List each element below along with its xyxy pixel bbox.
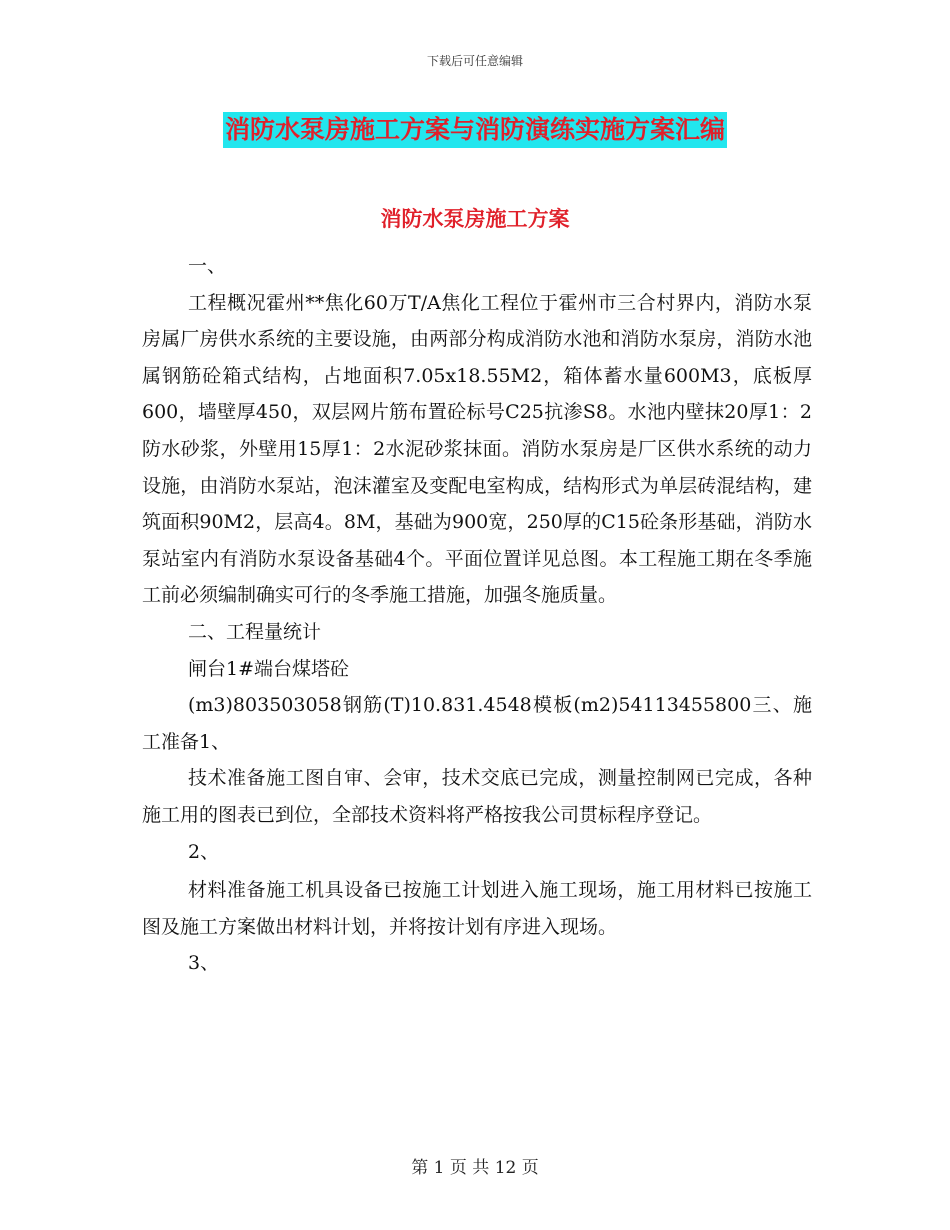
paragraph-technical-prep: 技术准备施工图自审、会审，技术交底已完成，测量控制网已完成，各种施工用的图表已到位，全部技术资料将严格按我公司贯标程序登记。	[142, 767, 812, 826]
page-footer: 第 1 页 共 12 页	[411, 1158, 539, 1178]
paragraph-heading-1: 一、	[188, 255, 227, 277]
paragraph-heading-2: 二、工程量统计	[188, 620, 322, 643]
paragraph-material-prep: 材料准备施工机具设备已按施工计划进入施工现场，施工用材料已按施工图及施工方案做出材料计划，并将按计划有序进入现场。	[142, 879, 812, 938]
body-text	[142, 248, 812, 982]
header-note: 下载后可任意编辑	[426, 54, 523, 68]
paragraph-quantities-label: 闸台1#端台煤塔砼	[188, 657, 350, 680]
paragraph-quantities: (m3)803503058钢筋(T)10.831.4548模板(m2)54113455800三、施工准备1、	[142, 694, 812, 753]
document-title: 消防水泵房施工方案与消防演练实施方案汇编	[223, 112, 727, 148]
paragraph-item-2: 2、	[188, 840, 220, 863]
paragraph-project-overview: 工程概况霍州**焦化60万T/A焦化工程位于霍州市三合村界内，消防水泵房属厂房供水系统的主要设施，由两部分构成消防水池和消防水泵房，消防水池属钢筋砼箱式结构，占地面积7.05x18.55M2，箱体蓄水量600M3，底板厚600，墙壁厚450，双层网片筋布置砼标号C25抗渗S8。水池内壁抹20厚1：2防水砂浆，外壁用15厚1：2水泥砂浆抹面。消防水泵房是厂区供水系统的动力设施，由消防水泵站，泡沫灌室及变配电室构成，结构形式为单层砖混结构，建筑面积90M2，层高4。8M，基础为900宽，250厚的C15砼条形基础，消防水泵站室内有消防水泵设备基础4个。平面位置详见总图。本工程施工期在冬季施工前必须编制确实可行的冬季施工措施，加强冬施质量。	[142, 291, 812, 607]
paragraph-item-3: 3、	[188, 952, 220, 975]
section-title: 消防水泵房施工方案	[380, 207, 570, 231]
main-title-wrap	[0, 112, 950, 148]
